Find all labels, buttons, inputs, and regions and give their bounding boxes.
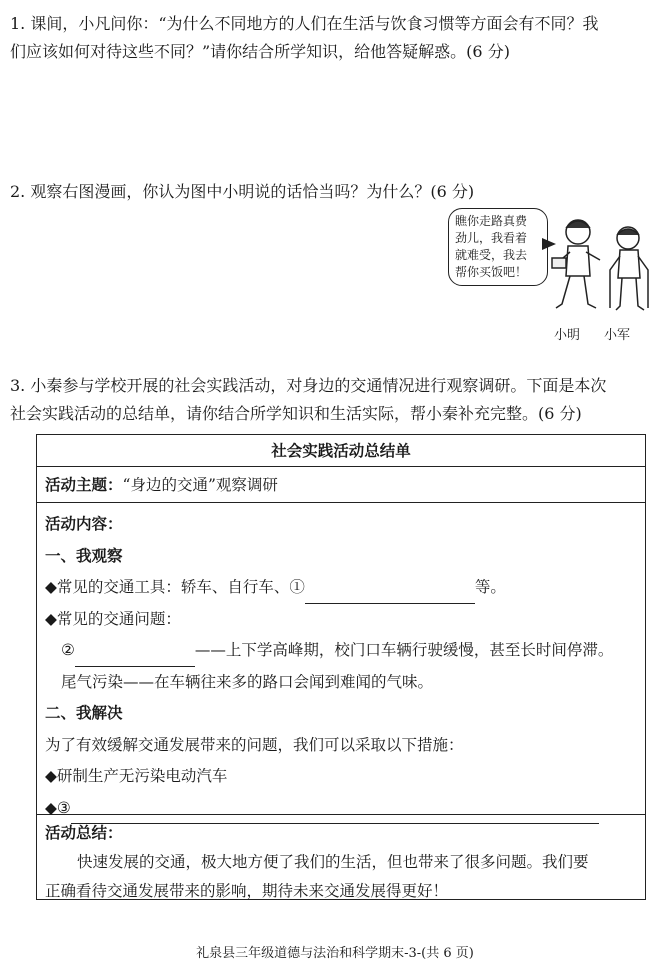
section-solve: 二、我解决 bbox=[45, 704, 123, 722]
speech-line-2: 劲儿，我看着 bbox=[455, 231, 528, 245]
content-section bbox=[37, 503, 645, 815]
measure-3-line bbox=[45, 793, 637, 825]
answer-blank-3[interactable] bbox=[71, 803, 599, 824]
problem-exhaust-line: 尾气污染——在车辆往来多的路口会闻到难闻的气味。 bbox=[61, 672, 434, 691]
summary-label: 活动总结： bbox=[45, 824, 123, 842]
question-3-line-1: 3. 小秦参与学校开展的社会实践活动，对身边的交通情况进行观察调研。下面是本次 bbox=[10, 376, 607, 395]
speech-line-4: 帮你买饭吧！ bbox=[455, 265, 528, 279]
measure-1: ◆研制生产无污染电动汽车 bbox=[45, 767, 228, 785]
measures-intro: 为了有效缓解交通发展带来的问题，我们可以采取以下措施： bbox=[45, 735, 464, 754]
summary-line-2: 正确看待交通发展带来的影响，期待未来交通发展得更好！ bbox=[45, 882, 449, 900]
xiaoming-label: 小明 bbox=[554, 328, 581, 343]
question-2-text: 2. 观察右图漫画，你认为图中小明说的话恰当吗？为什么？(6 分) bbox=[10, 182, 475, 201]
question-1 bbox=[10, 10, 660, 66]
theme-label: 活动主题： bbox=[45, 476, 123, 494]
speech-line-3: 就难受，我去 bbox=[455, 248, 528, 262]
activity-summary-table bbox=[36, 434, 646, 900]
speech-line-1: 瞧你走路真费 bbox=[455, 214, 528, 228]
answer-blank-2[interactable] bbox=[75, 646, 195, 667]
theme-row bbox=[37, 467, 645, 503]
transport-tools-line bbox=[45, 572, 637, 604]
problems-label: ◆常见的交通问题： bbox=[45, 609, 181, 628]
question-3-line-2: 社会实践活动的总结单，请你结合所学知识和生活实际，帮小秦补充完整。(6 分) bbox=[10, 404, 582, 423]
question-2 bbox=[10, 178, 660, 206]
answer-blank-1[interactable] bbox=[305, 583, 475, 604]
measure-3-prefix: ◆③ bbox=[45, 798, 71, 817]
summary-line-1: 快速发展的交通，极大地方便了我们的生活，但也带来了很多问题。我们要 bbox=[77, 853, 589, 871]
boys-figures bbox=[544, 208, 658, 320]
table-title: 社会实践活动总结单 bbox=[37, 435, 645, 467]
question-1-line-2: 们应该如何对待这些不同？”请你结合所学知识，给他答疑解惑。(6 分) bbox=[10, 42, 510, 61]
summary-section bbox=[37, 815, 645, 899]
page-footer: 礼泉县三年级道德与法治和科学期末-3-(共 6 页) bbox=[196, 946, 474, 961]
comic-illustration bbox=[448, 208, 658, 346]
problem-2-line bbox=[45, 635, 637, 667]
tools-prefix: ◆常见的交通工具：轿车、自行车、① bbox=[45, 578, 305, 596]
content-label: 活动内容： bbox=[45, 515, 123, 533]
question-1-line-1: 1. 课间，小凡问你：“为什么不同地方的人们在生活与饮食习惯等方面会有不同？我 bbox=[10, 14, 599, 33]
problem-2-prefix: ② bbox=[61, 641, 75, 659]
xiaojun-label: 小军 bbox=[604, 328, 631, 343]
xiaoming-figure bbox=[552, 220, 600, 308]
tools-suffix: 等。 bbox=[474, 578, 506, 596]
theme-value: “身边的交通”观察调研 bbox=[122, 476, 278, 494]
speech-bubble bbox=[448, 208, 548, 286]
xiaojun-figure bbox=[610, 227, 648, 310]
question-3 bbox=[10, 372, 660, 428]
problem-2-text: ——上下学高峰期，校门口车辆行驶缓慢，甚至长时间停滞。 bbox=[194, 641, 614, 659]
section-observe: 一、我观察 bbox=[45, 546, 123, 565]
